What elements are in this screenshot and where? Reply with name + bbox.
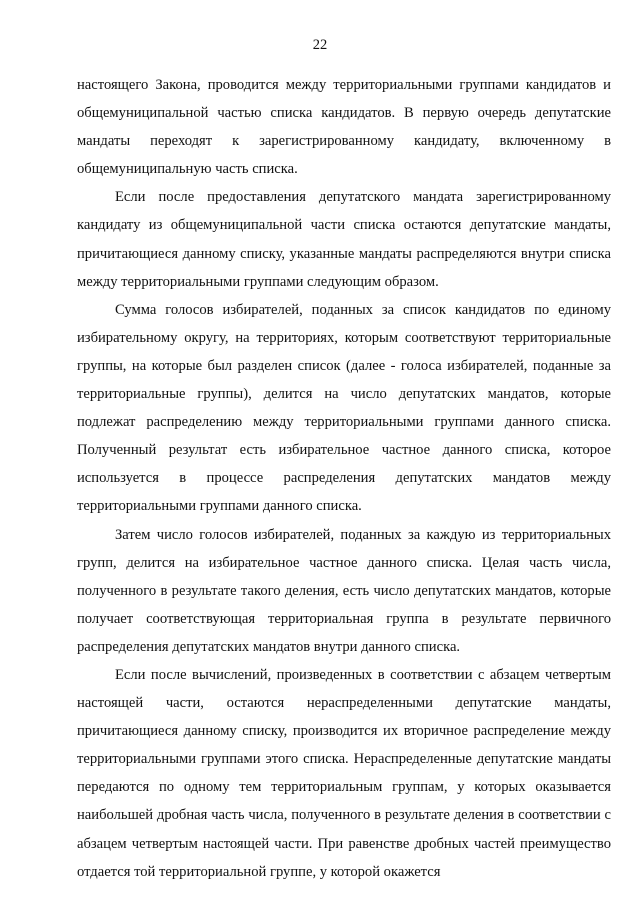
- paragraph-electoral-quotient: Сумма голосов избирателей, поданных за список кандидатов по единому избирательному округу, на территориях, которым соответствуют территориальные группы, на которые был разделен список (далее - голоса избирателей, поданные за территориальные группы), делится на число депутатских мандатов, которые подлежат распределению между территориальными группами данного списка. Полученный результат есть избирательное частное данного списка, которое используется в процессе распределения депутатских мандатов между территориальными группами данного списка.: [77, 301, 611, 515]
- paragraph-secondary-distribution: Если после вычислений, произведенных в соответствии с абзацем четвертым настоящей части, остаются нераспределенными депутатские мандаты, причитающиеся данному списку, производится их вторичное распределение между территориальными группами этого списка. Нераспределенные депутатские мандаты передаются по одному тем территориальным группам, у которых оказывается наибольшей дробная часть числа, полученного в результате деления в соответствии с абзацем четвертым настоящей части. При равенстве дробных частей преимущество отдается той территориальной группе, у которой окажется: [77, 666, 611, 880]
- page-number: 22: [312, 37, 328, 53]
- paragraph-remaining-mandates: Если после предоставления депутатского мандата зарегистрированному кандидату из общемуниципальной части списка остаются депутатские мандаты, причитающиеся данному списку, указанные мандаты распределяются внутри списка между территориальными группами следующим образом.: [77, 189, 611, 290]
- document-body: [77, 71, 611, 886]
- paragraph-continuation: настоящего Закона, проводится между территориальными группами кандидатов и общемуниципальной частью списка кандидатов. В первую очередь депутатские мандаты переходят к зарегистрированному кандидату, включенному в общемуниципальную часть списка.: [77, 77, 611, 178]
- paragraph-primary-distribution: Затем число голосов избирателей, поданных за каждую из территориальных групп, делится на избирательное частное данного списка. Целая часть числа, полученного в результате такого деления, есть число депутатских мандатов, которые получает соответствующая территориальная группа в результате первичного распределения депутатских мандатов внутри данного списка.: [77, 526, 611, 655]
